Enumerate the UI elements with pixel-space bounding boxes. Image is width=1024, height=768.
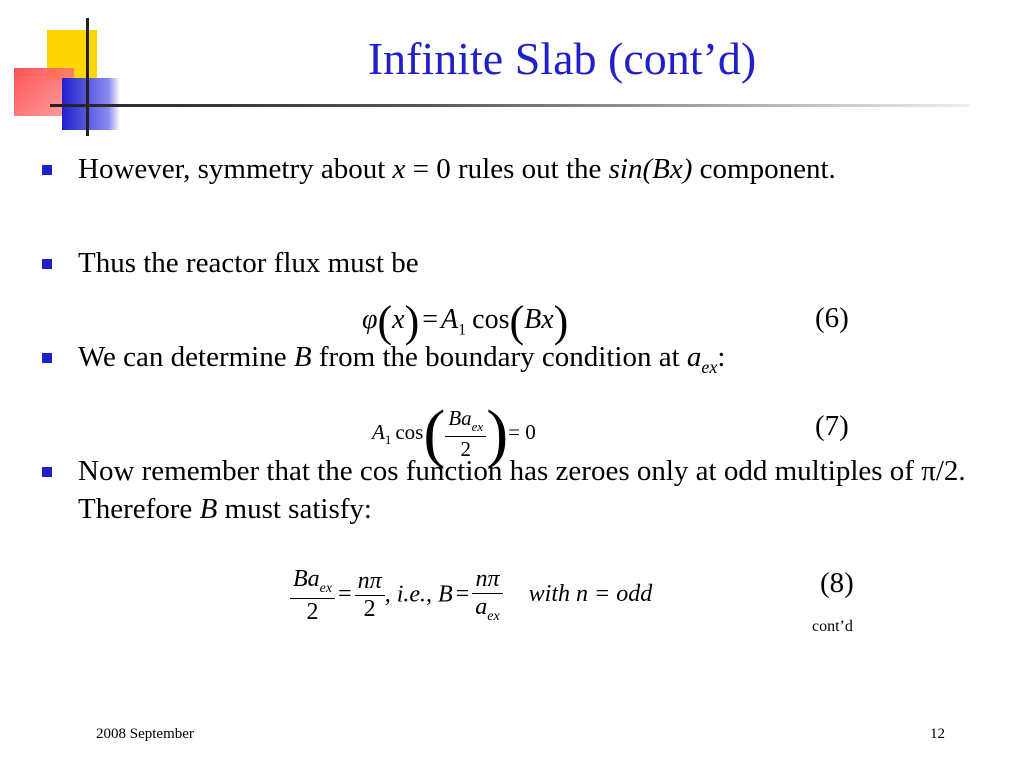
subscript-1: 1 <box>458 321 467 339</box>
subscript-ex: ex <box>701 356 718 377</box>
continued-note: cont’d <box>812 618 853 635</box>
bullet-square-icon <box>42 467 52 477</box>
bullet-text: component. <box>692 153 836 185</box>
equals-zero: = 0 <box>508 419 536 444</box>
slide-title: Infinite Slab (cont’d) <box>367 33 757 84</box>
term-Bx: Bx <box>524 303 554 335</box>
equals-sign: = <box>422 303 439 335</box>
bullet-text: /2. Therefore <box>78 455 966 525</box>
fraction-Ba-over-2 <box>290 566 335 626</box>
fraction-Ba-over-2 <box>445 406 486 461</box>
phi-symbol: φ <box>362 303 378 335</box>
equation-8-label: (8) <box>820 567 854 599</box>
with-condition: with n = odd <box>528 581 653 608</box>
bullet-text: = 0 rules out the <box>405 153 609 185</box>
equation-6-label: (6) <box>815 302 849 334</box>
variable-x: x <box>392 303 405 335</box>
bullet-text: We can determine <box>78 341 294 373</box>
equation-7-label: (7) <box>815 410 849 442</box>
bullet-text: Now remember that the cos function has zeroes only at odd multiples of <box>78 455 922 487</box>
bullet-square-icon <box>42 165 52 175</box>
bullet-text: Thus the reactor flux must be <box>78 247 419 279</box>
equation-7: $A_1$ cos( $\frac{Ba_{ex}}{2}$ )= 0 <box>372 397 536 470</box>
variable-A: A <box>372 419 385 444</box>
variable-A: A <box>441 303 459 335</box>
bullet-item-symmetry <box>42 150 982 244</box>
denominator: 2 <box>460 436 471 461</box>
equation-6: $\varphi(x) = A_1$ cos(Bx) <box>362 297 569 346</box>
variable-B: B <box>199 493 218 525</box>
subscript-1: 1 <box>384 432 392 447</box>
bullet-square-icon <box>42 259 52 269</box>
variable-x: x <box>392 153 406 185</box>
subscript-ex: ex <box>319 580 333 596</box>
variable-B: B <box>293 341 312 373</box>
fraction-npi-over-aex <box>472 566 502 626</box>
variable-B: B <box>438 581 453 608</box>
title-underline <box>50 104 970 107</box>
term-Ba: Ba <box>293 566 320 592</box>
sin-term: sin(Bx) <box>608 153 693 185</box>
subscript-ex: ex <box>487 608 500 624</box>
equals-sign: = <box>455 581 470 608</box>
cos-function: cos <box>472 303 510 335</box>
subscript-ex: ex <box>471 418 484 434</box>
variable-a: a <box>475 594 488 620</box>
footer-date: 2008 September <box>96 726 194 742</box>
fraction-npi-over-2 <box>355 568 385 623</box>
ie-text: , i.e., <box>384 581 439 608</box>
term-npi: nπ <box>357 568 382 595</box>
pi-symbol: π <box>921 455 936 487</box>
bullet-text: must satisfy: <box>217 493 372 525</box>
term-npi: nπ <box>475 566 500 592</box>
bullet-text: : <box>717 341 726 373</box>
cos-function: cos <box>395 419 424 444</box>
term-Ba: Ba <box>448 406 472 431</box>
page-number: 12 <box>930 726 945 742</box>
bullet-text: However, symmetry about <box>78 153 393 185</box>
bullet-text: from the boundary condition at <box>311 341 687 373</box>
denominator: 2 <box>363 596 376 623</box>
equals-sign: = <box>338 581 352 608</box>
equation-8 <box>290 566 652 626</box>
bullet-square-icon <box>42 353 52 363</box>
denominator: 2 <box>306 598 319 625</box>
variable-a: a <box>686 341 702 373</box>
